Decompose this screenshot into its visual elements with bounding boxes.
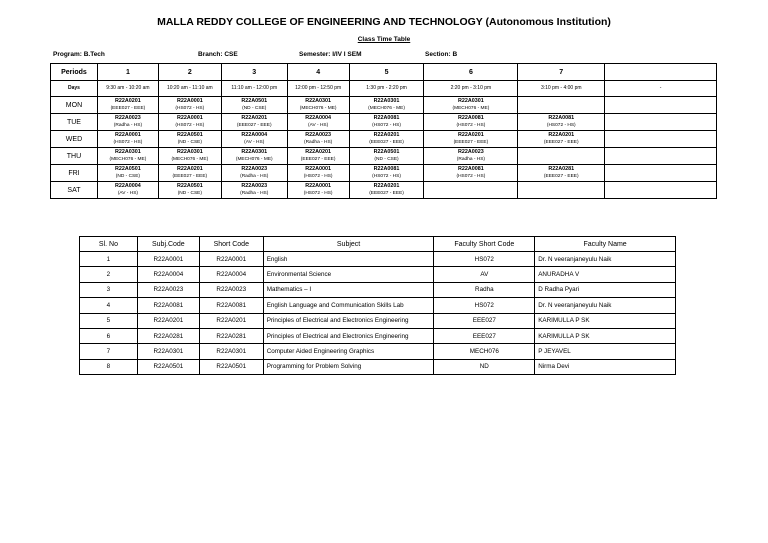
day-row <box>51 114 717 131</box>
cell-faculty: (AV - HS) <box>117 191 138 196</box>
cell-subject-code: R22A0281 <box>548 166 575 172</box>
cell-subject-code: R22A0501 <box>176 132 203 138</box>
table-row <box>80 344 676 359</box>
cell-faculty-short-code: EEE027 <box>434 328 535 343</box>
timetable-cell <box>158 114 221 131</box>
timetable-cell <box>221 114 287 131</box>
cell-faculty: (ND - CSE) <box>242 106 267 111</box>
cell-faculty: (EEE027 - EEE) <box>369 140 404 145</box>
cell-faculty-name: Dr. N veeranjaneyulu Naik <box>535 252 676 267</box>
cell-short-code: R22A0281 <box>199 328 263 343</box>
day-row <box>51 131 717 148</box>
timetable-cell <box>349 182 424 199</box>
cell-short-code: R22A0501 <box>199 359 263 374</box>
col-header-faculty-name: Faculty Name <box>535 237 676 252</box>
cell-faculty: (HS072 - HS) <box>303 174 333 179</box>
cell-subject: Principles of Electrical and Electronics Engineering <box>263 328 434 343</box>
period-time: 11:10 am - 12:00 pm <box>221 81 287 97</box>
period-time: 12:00 pm - 12:50 pm <box>287 81 349 97</box>
timetable-cell <box>287 165 349 182</box>
timetable-cell <box>518 131 605 148</box>
cell-faculty: (Radha - HS) <box>304 140 333 145</box>
timetable-cell <box>158 165 221 182</box>
cell-subject-code: R22A0201 <box>373 132 400 138</box>
cell-subject: Mathematics – I <box>263 282 434 297</box>
cell-subj-code: R22A0023 <box>137 282 199 297</box>
cell-short-code: R22A0004 <box>199 267 263 282</box>
table-row <box>80 252 676 267</box>
timetable-cell <box>605 165 717 182</box>
timetable-cell <box>424 131 518 148</box>
timetable-cell <box>221 97 287 114</box>
cell-subject-code: R22A0201 <box>241 115 268 121</box>
subjects-header-row <box>80 237 676 252</box>
cell-faculty: (Radha - HS) <box>240 174 269 179</box>
cell-short-code: R22A0081 <box>199 298 263 313</box>
day-label: SAT <box>51 182 98 199</box>
period-number: 1 <box>97 64 158 81</box>
cell-faculty: (HS072 - HS) <box>175 106 205 111</box>
cell-faculty: (HS072 - HS) <box>303 191 333 196</box>
col-header-sl-no: Sl. No <box>80 237 138 252</box>
table-row <box>80 282 676 297</box>
day-label: MON <box>51 97 98 114</box>
cell-faculty-short-code: ND <box>434 359 535 374</box>
cell-subject-code: R22A0081 <box>373 166 400 172</box>
timetable-cell <box>518 148 605 165</box>
timetable-grid <box>50 63 717 199</box>
timetable-cell <box>518 165 605 182</box>
cell-subject-code: R22A0201 <box>458 132 484 138</box>
cell-faculty: (MECH076 - ME) <box>235 157 273 162</box>
col-header-faculty-short-code: Faculty Short Code <box>434 237 535 252</box>
cell-faculty: (EEE027 - EEE) <box>236 123 272 128</box>
table-row <box>80 328 676 343</box>
cell-subject-code: R22A0001 <box>305 183 332 189</box>
cell-faculty: (MECH076 - ME) <box>109 157 147 162</box>
cell-subject-code: R22A0301 <box>241 149 268 155</box>
period-number: 6 <box>424 64 518 81</box>
period-time: 3:10 pm - 4:00 pm <box>518 81 605 97</box>
timetable-cell <box>158 131 221 148</box>
cell-faculty: (EEE027 - EEE) <box>300 157 336 162</box>
timetable-cell <box>158 148 221 165</box>
day-label: TUE <box>51 114 98 131</box>
timetable-cell <box>518 97 605 114</box>
semester-label: Semester: I/IV I SEM <box>299 51 362 58</box>
timetable-cell <box>158 182 221 199</box>
cell-faculty: (MECH076 - ME) <box>368 106 405 111</box>
cell-subject: English Language and Communication Skills Lab <box>263 298 434 313</box>
timetable-cell <box>424 114 518 131</box>
cell-faculty: (HS072 - HS) <box>372 123 401 128</box>
cell-subject-code: R22A0004 <box>305 115 332 121</box>
day-row <box>51 182 717 199</box>
period-number <box>605 64 717 81</box>
cell-subject-code: R22A0501 <box>176 183 203 189</box>
col-header-subj-code: Subj.Code <box>137 237 199 252</box>
cell-subject-code: R22A0001 <box>115 132 141 138</box>
timetable-cell <box>221 165 287 182</box>
cell-subject: Environmental Science <box>263 267 434 282</box>
cell-subject-code: R22A0023 <box>241 166 268 172</box>
section-label: Section: B <box>425 51 458 58</box>
timetable-cell <box>424 165 518 182</box>
cell-subject: Principles of Electrical and Electronics Engineering <box>263 313 434 328</box>
day-row <box>51 165 717 182</box>
cell-subj-code: R22A0081 <box>137 298 199 313</box>
cell-faculty: (EEE027 - EEE) <box>453 140 489 145</box>
cell-faculty: (HS072 - HS) <box>175 123 205 128</box>
cell-short-code: R22A0301 <box>199 344 263 359</box>
cell-faculty: (HS072 - HS) <box>456 174 486 179</box>
timetable-cell <box>287 97 349 114</box>
timetable-cell <box>97 131 158 148</box>
timetable-cell <box>349 114 424 131</box>
cell-faculty-name: P JEYAVEL <box>535 344 676 359</box>
timetable-cell <box>349 148 424 165</box>
cell-sl-no: 3 <box>80 282 138 297</box>
periods-row <box>51 64 717 81</box>
cell-subj-code: R22A0004 <box>137 267 199 282</box>
timetable-cell <box>605 148 717 165</box>
cell-faculty-short-code: HS072 <box>434 252 535 267</box>
cell-subject-code: R22A0023 <box>305 132 332 138</box>
col-header-short-code: Short Code <box>199 237 263 252</box>
period-number: 4 <box>287 64 349 81</box>
cell-subject-code: R22A0301 <box>176 149 203 155</box>
times-row <box>51 81 717 97</box>
cell-subject-code: R22A0001 <box>176 115 203 121</box>
cell-faculty: (Radha - HS) <box>113 123 143 128</box>
timetable-cell <box>221 148 287 165</box>
timetable-cell <box>424 182 518 199</box>
cell-subject-code: R22A0201 <box>305 149 332 155</box>
period-number: 3 <box>221 64 287 81</box>
cell-subject-code: R22A0081 <box>458 115 484 121</box>
cell-faculty: (HS072 - HS) <box>113 140 143 145</box>
timetable-cell <box>424 148 518 165</box>
timetable-cell <box>349 165 424 182</box>
cell-faculty-name: KARIMULLA P SK <box>535 313 676 328</box>
cell-short-code: R22A0001 <box>199 252 263 267</box>
cell-faculty: (EEE027 - EEE) <box>543 140 579 145</box>
cell-faculty: (MECH076 - ME) <box>452 106 490 111</box>
timetable-cell <box>349 131 424 148</box>
period-time: - <box>605 81 717 97</box>
timetable-cell <box>605 131 717 148</box>
cell-faculty-short-code: Radha <box>434 282 535 297</box>
cell-subject-code: R22A0081 <box>458 166 484 172</box>
table-row <box>80 313 676 328</box>
cell-faculty: (MECH076 - ME) <box>299 106 337 111</box>
cell-subject-code: R22A0201 <box>176 166 203 172</box>
cell-subject-code: R22A0023 <box>241 183 268 189</box>
day-label: THU <box>51 148 98 165</box>
cell-faculty-short-code: HS072 <box>434 298 535 313</box>
cell-faculty-name: KARIMULLA P SK <box>535 328 676 343</box>
cell-sl-no: 8 <box>80 359 138 374</box>
cell-faculty-short-code: MECH076 <box>434 344 535 359</box>
cell-sl-no: 5 <box>80 313 138 328</box>
cell-subject-code: R22A0001 <box>305 166 332 172</box>
cell-subject: Computer Aided Engineering Graphics <box>263 344 434 359</box>
cell-faculty: (Radha - HS) <box>456 157 486 162</box>
program-label: Program: B.Tech <box>53 51 105 58</box>
cell-subject-code: R22A0201 <box>548 132 575 138</box>
timetable-cell <box>287 114 349 131</box>
cell-faculty: (ND - CSE) <box>177 191 202 196</box>
timetable-cell <box>158 97 221 114</box>
period-number: 2 <box>158 64 221 81</box>
cell-faculty: (Radha - HS) <box>240 191 269 196</box>
cell-faculty: (EEE027 - EEE) <box>172 174 208 179</box>
timetable-cell <box>287 131 349 148</box>
period-time: 2:20 pm - 3:10 pm <box>424 81 518 97</box>
day-label: FRI <box>51 165 98 182</box>
cell-subject-code: R22A0081 <box>548 115 575 121</box>
cell-subject-code: R22A0301 <box>458 98 484 104</box>
cell-subject-code: R22A0004 <box>241 132 268 138</box>
day-row <box>51 148 717 165</box>
timetable-cell <box>97 182 158 199</box>
cell-subject: English <box>263 252 434 267</box>
cell-faculty-short-code: EEE027 <box>434 313 535 328</box>
timetable-cell <box>605 114 717 131</box>
timetable-cell <box>97 165 158 182</box>
cell-short-code: R22A0023 <box>199 282 263 297</box>
table-row <box>80 267 676 282</box>
period-number: 7 <box>518 64 605 81</box>
cell-subj-code: R22A0001 <box>137 252 199 267</box>
period-time: 10:20 am - 11:10 am <box>158 81 221 97</box>
timetable-cell <box>518 114 605 131</box>
cell-faculty: (ND - CSE) <box>374 157 399 162</box>
timetable-cell <box>97 97 158 114</box>
timetable-cell <box>605 97 717 114</box>
timetable-cell <box>221 131 287 148</box>
cell-sl-no: 7 <box>80 344 138 359</box>
period-number: 5 <box>349 64 424 81</box>
cell-subject-code: R22A0001 <box>176 98 203 104</box>
cell-subject-code: R22A0501 <box>373 149 400 155</box>
cell-sl-no: 4 <box>80 298 138 313</box>
cell-faculty-name: Dr. N veeranjaneyulu Naik <box>535 298 676 313</box>
timetable-cell <box>605 182 717 199</box>
cell-subject-code: R22A0023 <box>458 149 484 155</box>
cell-subj-code: R22A0501 <box>137 359 199 374</box>
cell-faculty-name: D Radha Pyari <box>535 282 676 297</box>
timetable-cell <box>287 148 349 165</box>
table-row <box>80 298 676 313</box>
branch-label: Branch: CSE <box>198 51 238 58</box>
cell-faculty: (ND - CSE) <box>115 174 141 179</box>
subjects-table <box>79 236 676 375</box>
cell-faculty: (HS072 - HS) <box>456 123 486 128</box>
cell-faculty: (EEE027 - EEE) <box>543 174 579 179</box>
cell-subj-code: R22A0281 <box>137 328 199 343</box>
timetable-cell <box>287 182 349 199</box>
cell-subject-code: R22A0201 <box>373 183 400 189</box>
cell-short-code: R22A0201 <box>199 313 263 328</box>
col-header-subject: Subject <box>263 237 434 252</box>
cell-faculty: (ND - CSE) <box>177 140 202 145</box>
cell-subject: Programming for Problem Solving <box>263 359 434 374</box>
cell-subject-code: R22A0023 <box>115 115 141 121</box>
cell-sl-no: 2 <box>80 267 138 282</box>
periods-label: Periods <box>51 64 98 81</box>
timetable-cell <box>97 148 158 165</box>
cell-faculty-name: Nirma Devi <box>535 359 676 374</box>
cell-subject-code: R22A0081 <box>373 115 400 121</box>
cell-faculty-short-code: AV <box>434 267 535 282</box>
timetable-cell <box>221 182 287 199</box>
cell-faculty: (EEE027 - EEE) <box>369 191 404 196</box>
college-title: MALLA REDDY COLLEGE OF ENGINEERING AND TECHNOLOGY (Autonomous Institution) <box>157 16 611 28</box>
cell-subject-code: R22A0004 <box>115 183 141 189</box>
timetable-cell <box>97 114 158 131</box>
timetable-cell <box>349 97 424 114</box>
cell-subject-code: R22A0301 <box>115 149 141 155</box>
cell-sl-no: 1 <box>80 252 138 267</box>
day-row <box>51 97 717 114</box>
cell-faculty: (HS072 - HS) <box>546 123 576 128</box>
cell-subject-code: R22A0301 <box>373 98 400 104</box>
period-time: 1:30 pm - 2:20 pm <box>349 81 424 97</box>
period-time: 9:30 am - 10:20 am <box>97 81 158 97</box>
cell-faculty: (EEE027 - EEE) <box>110 106 146 111</box>
cell-faculty: (MECH076 - ME) <box>171 157 209 162</box>
day-label: WED <box>51 131 98 148</box>
cell-sl-no: 6 <box>80 328 138 343</box>
timetable-subtitle: Class Time Table <box>357 36 411 43</box>
cell-subject-code: R22A0501 <box>241 98 268 104</box>
timetable-cell <box>518 182 605 199</box>
days-label: Days <box>51 81 98 97</box>
cell-subject-code: R22A0501 <box>115 166 141 172</box>
cell-faculty: (HS072 - HS) <box>372 174 401 179</box>
cell-subject-code: R22A0301 <box>305 98 332 104</box>
table-row <box>80 359 676 374</box>
cell-faculty: (AV - HS) <box>244 140 265 145</box>
cell-subject-code: R22A0201 <box>115 98 141 104</box>
cell-faculty-name: ANURADHA V <box>535 267 676 282</box>
cell-faculty: (AV - HS) <box>308 123 329 128</box>
timetable-cell <box>424 97 518 114</box>
cell-subj-code: R22A0301 <box>137 344 199 359</box>
cell-subj-code: R22A0201 <box>137 313 199 328</box>
